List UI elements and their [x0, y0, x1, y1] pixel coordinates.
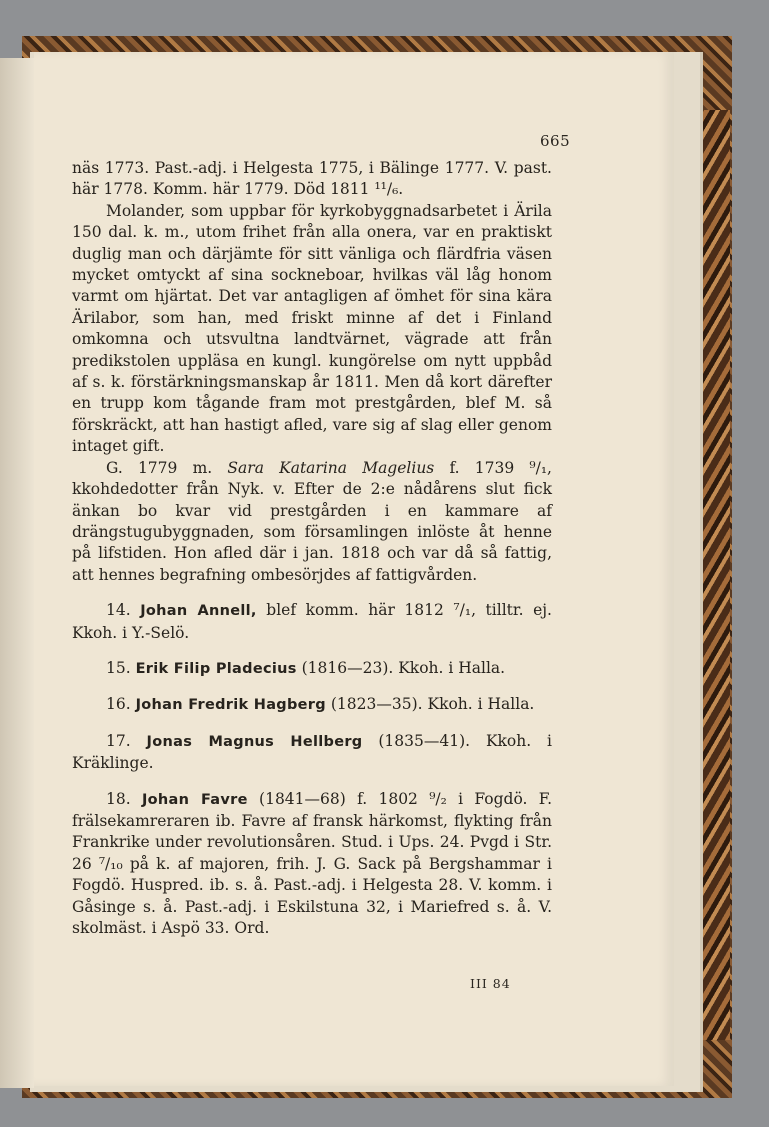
body-text [72, 158, 552, 939]
list-item [72, 658, 552, 680]
entry-name: Erik Filip Pladecius [135, 660, 297, 677]
entry-text: (1823—35). Kkoh. i Halla. [330, 695, 535, 714]
entry-name: Johan Annell, [140, 603, 257, 620]
paragraph: Molander, som uppbar för kyrkobyggnadsarbetet i Ärila 150 dal. k. m., utom frihet från alla onera, var en praktiskt duglig man och därjämte för sitt vänliga och flärdfria väsen mycket omtyckt af sina sockneboar, hvilkas väl låg honom varmt om hjärtat. Det var antagligen af ömhet för sina kära Ärilabor, som han, med friskt minne af det i Finland omkomna och utsvultna landtvärnet, vägrade att från predikstolen uppläsa en kungl. kungörelse om nytt uppbåd af s. k. förstärkningsmanskap år 1811. Men då kort därefter en trupp kom tågande fram mot prestgården, blef M. så förskräckt, att han hastigt afled, vare sig af slag eller genom intaget gift. [72, 201, 552, 456]
book-page [34, 52, 674, 1086]
entry-name: Jonas Magnus Hellberg [146, 733, 363, 750]
paragraph: näs 1773. Past.-adj. i Helgesta 1775, i Bälinge 1777. V. past. här 1778. Komm. här 1779. Död 1811 ¹¹/₆. [72, 159, 552, 199]
entry-number: 18. [106, 789, 131, 808]
entry-number: 15. [106, 658, 131, 677]
entry-number: 17. [106, 731, 131, 750]
left-page-edge [0, 58, 34, 1088]
entry-text: blef komm. här 1812 ⁷/₁, tilltr. ej. Kkoh. i Y.-Selö. [72, 601, 552, 642]
list-item [72, 600, 552, 644]
entry-name: Johan Favre [141, 791, 248, 808]
signature-mark: III 84 [470, 976, 511, 991]
entry-text: (1816—23). Kkoh. i Halla. [301, 658, 506, 677]
list-item [72, 694, 552, 716]
list-item [72, 731, 552, 775]
entry-number: 16. [106, 695, 131, 714]
paragraph [72, 458, 552, 586]
marriage-details: f. 1739 ⁹/₁, kkohdedotter från Nyk. v. Efter de 2:e nådårens slut fick änkan bo kvar vid prestgården i en kammare af drängstugubyggnaden, som församlingen inlöste åt henne på lifstiden. Hon afled där i jan. 1818 och var då så fattig, att hennes begrafning ombesörjdes af fattigvården. [72, 458, 552, 584]
entry-text: (1835—41). Kkoh. i Kräklinge. [72, 731, 553, 773]
list-item [72, 789, 552, 940]
spouse-name: Sara Katarina Magelius [227, 458, 435, 477]
entry-text: (1841—68) f. 1802 ⁹/₂ i Fogdö. F. frälsekamreraren ib. Favre af fransk härkomst, flykting från Frankrike under revolutionsåren. Stud. i Ups. 24. Pvgd i Str. 26 ⁷/₁₀ på k. af majoren, frih. J. G. Sack på Bergshammar i Fogdö. Huspred. ib. s. å. Past.-adj. i Helgesta 28. V. komm. i Gåsinge s. å. Past.-adj. i Eskilstuna 32, i Mariefred s. å. V. skolmäst. i Aspö 33. Ord. [72, 789, 553, 937]
entry-name: Johan Fredrik Hagberg [135, 697, 326, 714]
page-number: 665 [540, 132, 571, 150]
marriage-prefix: G. 1779 m. [106, 458, 213, 477]
entry-number: 14. [106, 601, 131, 620]
